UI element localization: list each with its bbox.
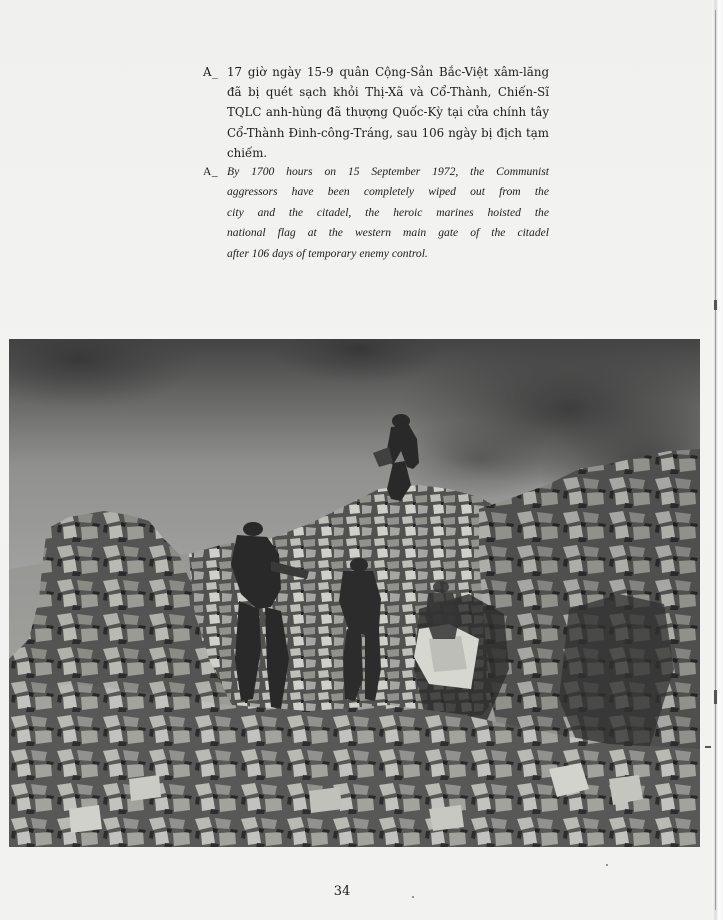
caption-line: 17 giờ ngày 15-9 quân Cộng-Sản Bắc-Việt xâm-lăng <box>227 65 549 79</box>
caption-line: đã bị quét sạch khỏi Thị-Xã và Cổ-Thành, Chiến-Sĩ <box>227 85 549 100</box>
caption-line: national flag at the western main gate of the citadel <box>227 226 549 240</box>
photo-illustration <box>9 339 700 847</box>
vietnamese-caption <box>203 62 549 163</box>
edge-mark <box>705 746 711 748</box>
edge-mark <box>714 690 717 704</box>
caption-line: TQLC anh-hùng đã thượng Quốc-Kỳ tại cửa chính tây <box>227 105 549 120</box>
dust-speck <box>412 896 414 898</box>
caption-line: Cổ-Thành Đinh-công-Tráng, sau 106 ngày bị địch tạm <box>227 125 549 140</box>
page-number: 34 <box>333 884 351 899</box>
caption-line: By 1700 hours on 15 September 1972, the Communist <box>227 165 549 178</box>
page-edge-line <box>715 10 716 910</box>
caption-line: aggressors have been completely wiped out from the <box>227 185 549 199</box>
caption-line: city and the citadel, the heroic marines hoisted the <box>227 205 549 219</box>
caption-line: chiếm. <box>227 145 268 160</box>
page-edge <box>712 0 723 920</box>
paragraph-marker: A_ <box>203 65 219 79</box>
edge-mark <box>714 300 717 310</box>
dust-speck <box>606 864 608 866</box>
citadel-rubble-photo <box>9 339 700 847</box>
english-caption <box>203 162 549 264</box>
caption-line: after 106 days of temporary enemy control. <box>227 246 428 260</box>
paragraph-marker: A_ <box>203 165 219 178</box>
